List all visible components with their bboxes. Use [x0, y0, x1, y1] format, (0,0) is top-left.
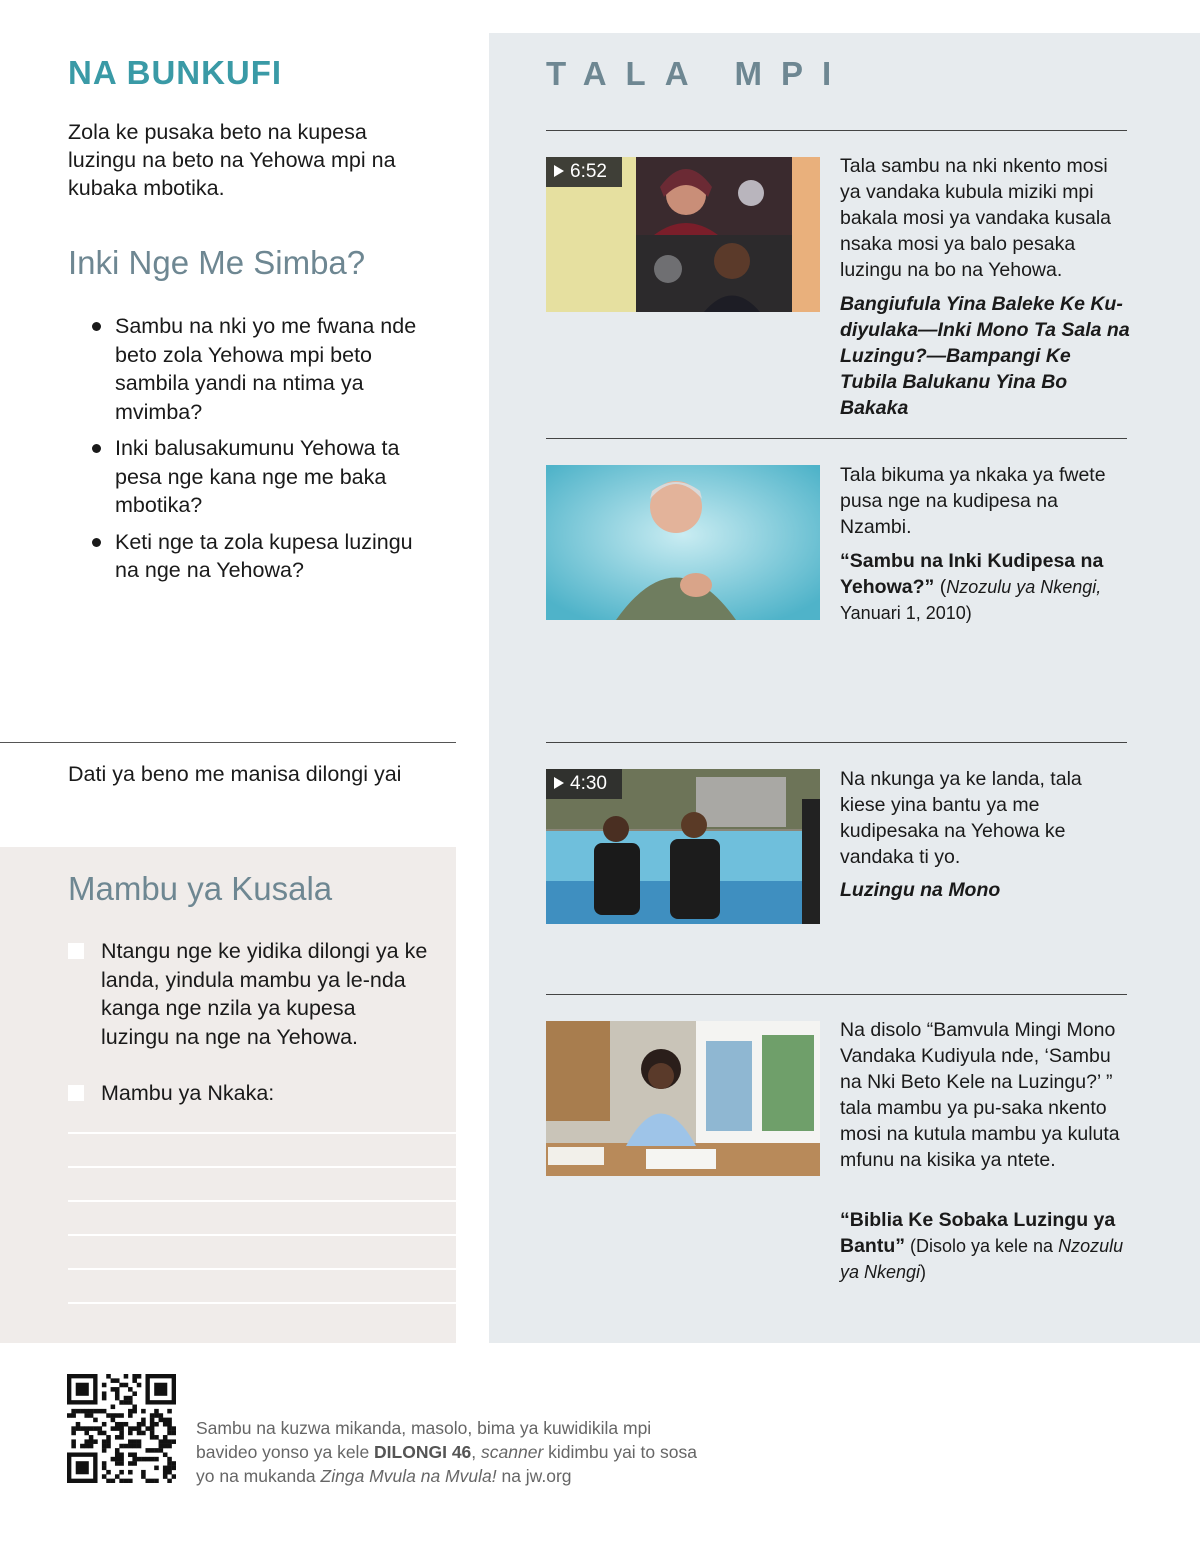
- video-duration-badge: 4:30: [546, 769, 622, 799]
- video-thumbnail[interactable]: [546, 157, 820, 312]
- write-line[interactable]: [68, 1268, 456, 1270]
- resource-reference[interactable]: Luzingu na Mono: [840, 879, 1001, 901]
- tasks-heading: Mambu ya Kusala: [68, 870, 333, 907]
- divider: [546, 742, 1127, 743]
- completion-date-label: Dati ya beno me manisa dilongi yai: [68, 762, 402, 786]
- write-line[interactable]: [68, 1234, 456, 1236]
- video-duration-badge: 6:52: [546, 157, 622, 187]
- resource-description: Tala bikuma ya nkaka ya fwete pusa nge na kudipesa na Nzambi.: [840, 464, 1106, 538]
- play-icon: [554, 777, 564, 789]
- article-thumbnail[interactable]: [546, 465, 820, 620]
- question-item: Sambu na nki yo me fwana nde beto zola Yehowa mpi beto sambila yandi na ntima ya mvimba?: [92, 312, 442, 426]
- divider: [546, 130, 1127, 131]
- write-line[interactable]: [68, 1200, 456, 1202]
- task-item-other: Mambu ya Nkaka:: [68, 1079, 428, 1108]
- qr-code-icon[interactable]: [67, 1374, 176, 1483]
- questions-heading: Inki Nge Me Simba?: [68, 244, 366, 281]
- resource-description: Na nkunga ya ke landa, tala kiese yina bantu ya me kudipesaka na Yehowa ke vandaka ti yo.: [840, 768, 1082, 868]
- see-also-title: TALA MPI: [546, 55, 851, 92]
- section-title: NA BUNKUFI: [68, 54, 283, 91]
- intro-paragraph: Zola ke pusaka beto na kupesa luzingu na beto na Yehowa mpi na kubaka mbotika.: [68, 120, 396, 200]
- play-icon: [554, 165, 564, 177]
- questions-list: [92, 312, 442, 593]
- divider: [546, 438, 1127, 439]
- bullet-icon: [92, 538, 101, 547]
- footer-note: Sambu na kuzwa mikanda, masolo, bima ya kuwidikila mpi bavideo yonso ya kele DILONGI 46, scanner kidimbu yai to sosa yo na mukanda Zinga Mvula na Mvula! na jw.org: [196, 1418, 697, 1486]
- bullet-icon: [92, 444, 101, 453]
- article-thumbnail[interactable]: [546, 1021, 820, 1176]
- thumbnail-image: [546, 465, 820, 620]
- checkbox[interactable]: [68, 1085, 84, 1101]
- write-line[interactable]: [68, 1132, 456, 1134]
- resource-reference[interactable]: “Biblia Ke Sobaka Luzingu ya Bantu” (Disolo ya kele na Nzozulu ya Nkengi): [840, 1209, 1124, 1282]
- resource-reference[interactable]: “Sambu na Inki Kudipesa na Yehowa?” (Nzozulu ya Nkengi, Yanuari 1, 2010): [840, 550, 1104, 623]
- divider: [0, 742, 456, 743]
- bullet-icon: [92, 322, 101, 331]
- qr-code-image: [67, 1374, 176, 1483]
- thumbnail-image: [546, 1021, 820, 1176]
- write-line[interactable]: [68, 1166, 456, 1168]
- divider: [546, 994, 1127, 995]
- checkbox[interactable]: [68, 943, 84, 959]
- resource-reference[interactable]: Bangiufula Yina Baleke Ke Ku-diyulaka—Inki Mono Ta Sala na Luzingu?—Bampangi Ke Tubila Balukanu Yina Bo Bakaka: [840, 293, 1130, 419]
- resource-description: Tala sambu na nki nkento mosi ya vandaka kubula miziki mpi bakala mosi ya vandaka kusala nsaka mosi ya balo pesaka luzingu na bo na Yehowa.: [840, 155, 1111, 281]
- video-thumbnail[interactable]: [546, 769, 820, 924]
- question-item: Inki balusakumunu Yehowa ta pesa nge kana nge me baka mbotika?: [92, 434, 442, 520]
- question-item: Keti nge ta zola kupesa luzingu na nge na Yehowa?: [92, 528, 442, 585]
- resource-description: Na disolo “Bamvula Mingi Mono Vandaka Kudiyula nde, ‘Sambu na Nki Beto Kele na Luzingu?’ ” tala mambu ya pu-saka nkento mosi na kutula mambu ya kuluta mfunu na kisika ya ntete.: [840, 1019, 1120, 1171]
- task-item: Ntangu nge ke yidika dilongi ya ke landa, yindula mambu ya le-nda kanga nge nzila ya kupesa luzingu na nge na Yehowa.: [68, 937, 428, 1051]
- write-line[interactable]: [68, 1302, 456, 1304]
